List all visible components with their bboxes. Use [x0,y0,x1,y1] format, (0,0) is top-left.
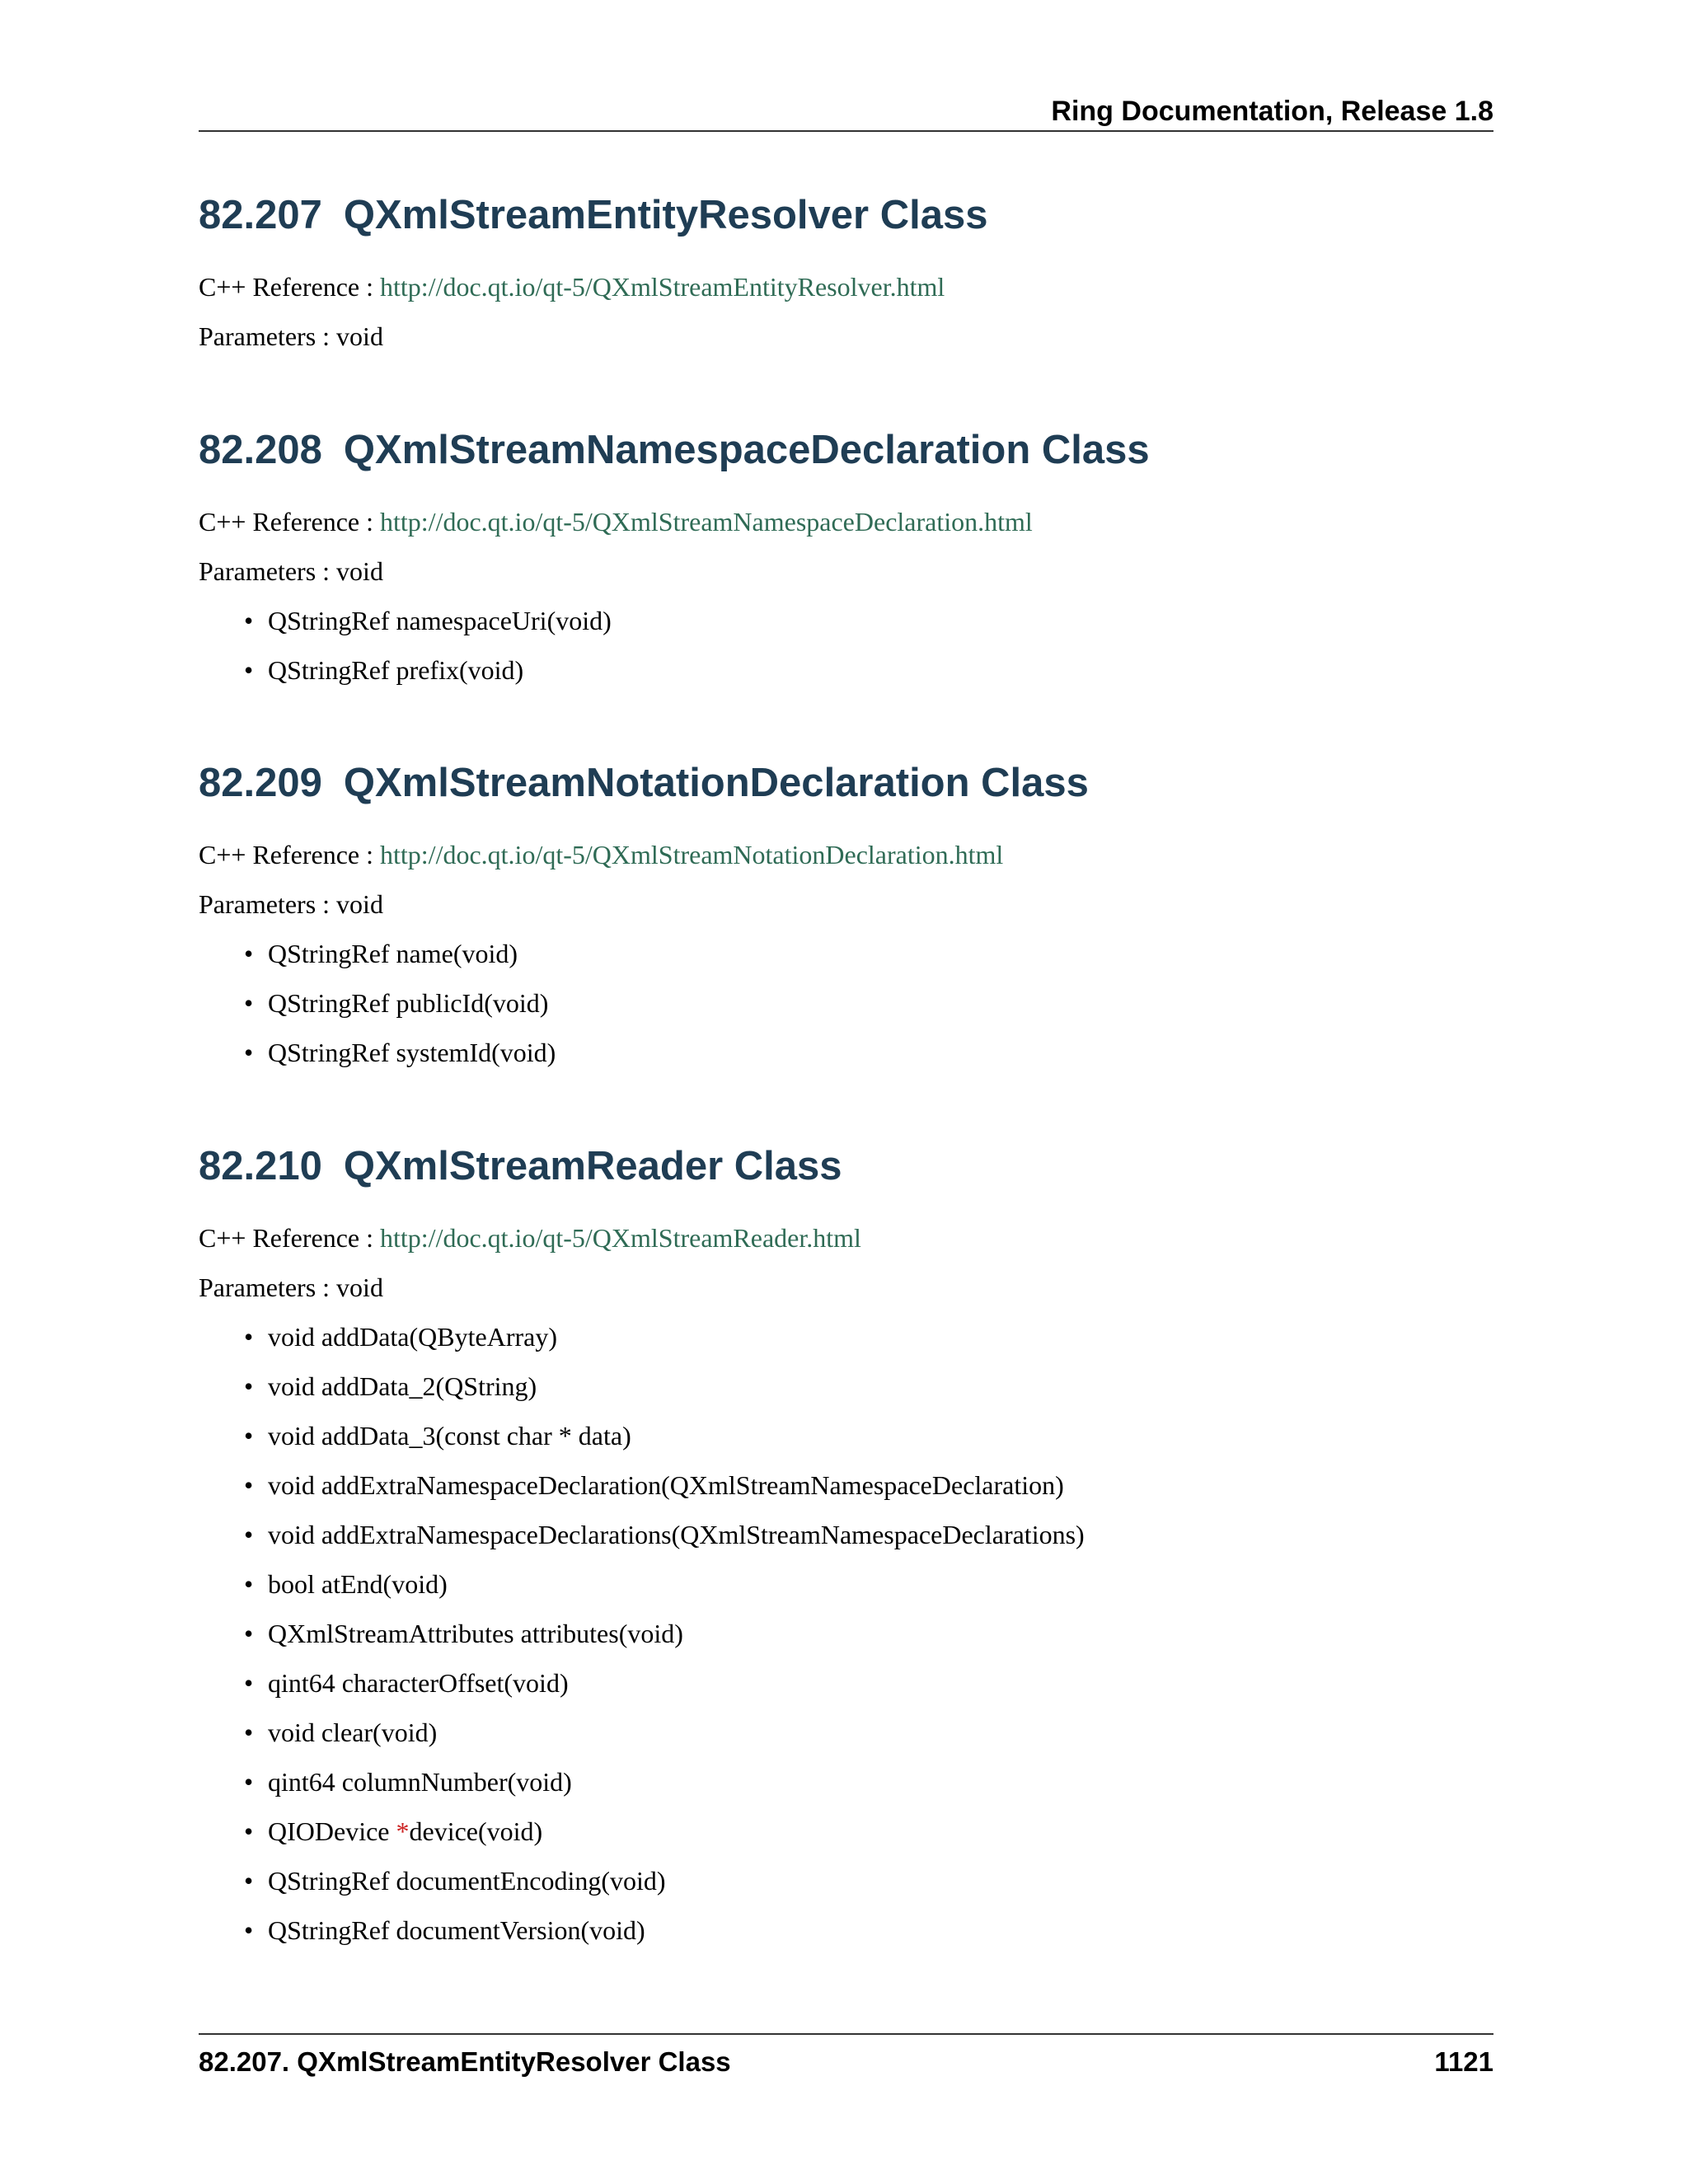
section-number: 82.207 [199,193,322,237]
method-signature: void addExtraNamespaceDeclarations(QXmlStreamNamespaceDeclarations) [268,1520,1085,1549]
list-item [199,1815,1493,1848]
bullet-icon: • [244,1470,254,1500]
bullet-icon: • [244,655,254,685]
method-signature: qint64 columnNumber(void) [268,1767,572,1797]
section-number: 82.208 [199,428,322,472]
cpp-reference [199,838,1493,871]
list-item [199,1036,1493,1069]
list-item [199,1419,1493,1452]
bullet-icon: • [244,1816,254,1846]
bullet-icon: • [244,1915,254,1945]
section-heading [199,1143,1493,1189]
page-footer [199,2033,1493,2084]
bullet-icon: • [244,1322,254,1352]
bullet-icon: • [244,1038,254,1067]
reference-link[interactable]: http://doc.qt.io/qt-5/QXmlStreamNamespaceDeclaration.html [380,507,1033,537]
bullet-icon: • [244,606,254,635]
bullet-icon: • [244,1718,254,1747]
bullet-icon: • [244,1520,254,1549]
bullet-icon: • [244,1421,254,1451]
list-item [199,1320,1493,1353]
method-signature: QIODevice *device(void) [268,1816,543,1846]
list-item [199,937,1493,970]
parameters-line: Parameters : void [199,889,383,919]
list-item [199,1568,1493,1601]
page-number: 1121 [1434,2046,1493,2077]
reference-label: C++ Reference : [199,272,380,302]
bullet-icon: • [244,988,254,1018]
section-heading [199,427,1493,473]
section-number: 82.210 [199,1144,322,1188]
method-signature: QStringRef systemId(void) [268,1038,556,1067]
list-item [199,1765,1493,1798]
method-signature: void addData(QByteArray) [268,1322,557,1352]
page-header [199,89,1493,132]
reference-link[interactable]: http://doc.qt.io/qt-5/QXmlStreamReader.html [380,1223,861,1253]
reference-link[interactable]: http://doc.qt.io/qt-5/QXmlStreamEntityResolver.html [380,272,945,302]
section-82-208 [199,427,1493,703]
section-number: 82.209 [199,761,322,805]
parameters-line: Parameters : void [199,321,383,351]
document-title: Ring Documentation, Release 1.8 [1051,96,1493,127]
footer-section-label: 82.207. QXmlStreamEntityResolver Class [199,2046,731,2077]
bullet-icon: • [244,939,254,968]
method-signature: QXmlStreamAttributes attributes(void) [268,1619,683,1648]
list-item [199,1666,1493,1699]
section-82-210 [199,1143,1493,1963]
bullet-icon: • [244,1619,254,1648]
method-signature: QStringRef name(void) [268,939,518,968]
bullet-icon: • [244,1569,254,1599]
reference-link[interactable]: http://doc.qt.io/qt-5/QXmlStreamNotationDeclaration.html [380,840,1004,869]
section-heading [199,760,1493,806]
method-signature: QStringRef namespaceUri(void) [268,606,612,635]
method-list [199,604,1493,687]
method-list [199,937,1493,1069]
section-title: QXmlStreamReader Class [343,1144,842,1188]
list-item [199,1716,1493,1749]
method-signature: QStringRef documentEncoding(void) [268,1866,666,1896]
parameters-line: Parameters : void [199,556,383,586]
section-82-207 [199,192,1493,353]
bullet-icon: • [244,1866,254,1896]
method-signature: void addExtraNamespaceDeclaration(QXmlStreamNamespaceDeclaration) [268,1470,1064,1500]
cpp-reference [199,505,1493,538]
bullet-icon: • [244,1371,254,1401]
method-signature: void clear(void) [268,1718,438,1747]
section-heading [199,192,1493,238]
list-item [199,654,1493,687]
method-list [199,1320,1493,1947]
list-item [199,604,1493,637]
parameters-line: Parameters : void [199,1272,383,1302]
method-signature: qint64 characterOffset(void) [268,1668,569,1698]
bullet-icon: • [244,1668,254,1698]
method-signature: void addData_2(QString) [268,1371,537,1401]
section-82-209 [199,760,1493,1085]
list-item [199,987,1493,1019]
reference-label: C++ Reference : [199,840,380,869]
method-signature: QStringRef publicId(void) [268,988,549,1018]
list-item [199,1864,1493,1897]
method-signature: bool atEnd(void) [268,1569,448,1599]
list-item [199,1370,1493,1403]
section-title: QXmlStreamNamespaceDeclaration Class [343,428,1150,472]
list-item [199,1617,1493,1650]
method-signature: QStringRef prefix(void) [268,655,524,685]
bullet-icon: • [244,1767,254,1797]
cpp-reference [199,1221,1493,1254]
reference-label: C++ Reference : [199,1223,380,1253]
cpp-reference [199,270,1493,303]
asterisk-mark: * [396,1816,410,1846]
list-item [199,1469,1493,1502]
section-title: QXmlStreamEntityResolver Class [343,193,988,237]
list-item [199,1914,1493,1947]
method-signature: void addData_3(const char * data) [268,1421,631,1451]
section-title: QXmlStreamNotationDeclaration Class [343,761,1089,805]
list-item [199,1518,1493,1551]
method-signature: QStringRef documentVersion(void) [268,1915,645,1945]
reference-label: C++ Reference : [199,507,380,537]
